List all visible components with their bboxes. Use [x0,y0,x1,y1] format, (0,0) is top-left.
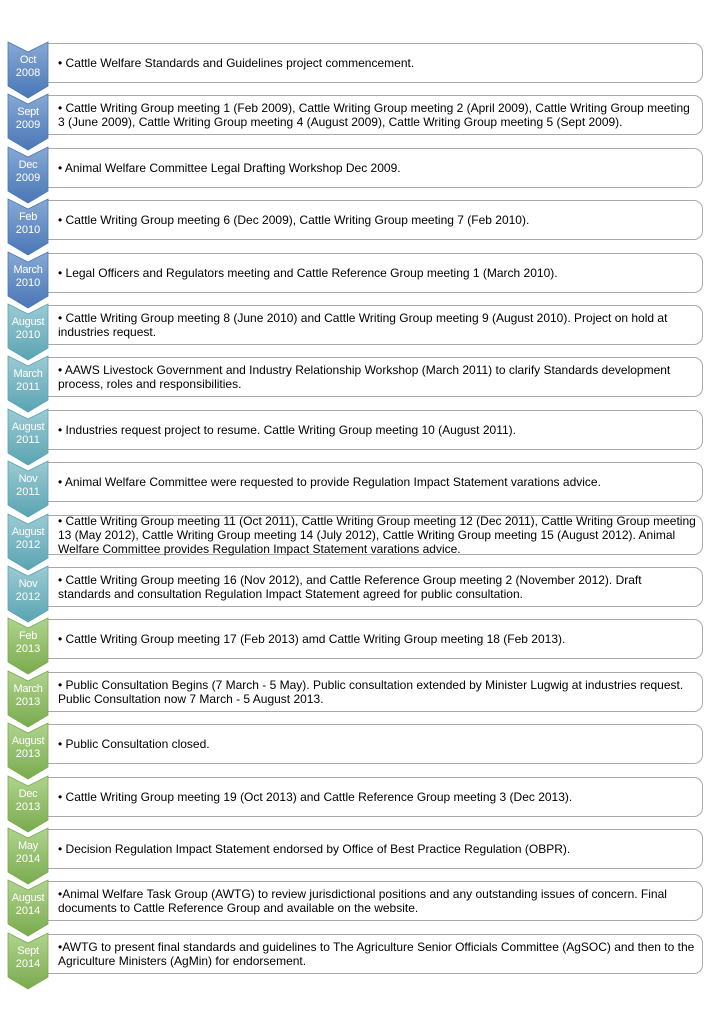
event-text: • Industries request project to resume. Cattle Writing Group meeting 10 (August 2011). [58,423,516,437]
event-box [48,462,703,502]
event-box [48,777,703,817]
date-chevron [8,618,48,668]
date-label [8,409,48,459]
event-text-container [58,44,696,82]
date-year: 2012 [15,539,41,551]
date-month: March [13,264,43,276]
timeline-row [0,199,723,247]
event-text: •AWTG to present final standards and guidelines to The Agriculture Senior Officials Committee (AgSOC) and then to the Agriculture Ministers (AgMin) for endorsement. [58,940,695,968]
date-year: 2010 [15,224,41,236]
event-text: • Cattle Writing Group meeting 6 (Dec 2009), Cattle Writing Group meeting 7 (Feb 2010). [58,213,530,227]
event-text: • Cattle Writing Group meeting 16 (Nov 2012), and Cattle Reference Group meeting 2 (November 2012). Draft standards and consultation Regulation Impact Statement agreed for public consultation. [58,573,642,601]
date-chevron [8,409,48,459]
date-year: 2012 [15,591,41,603]
event-text-container [58,882,696,920]
event-box [48,881,703,921]
date-label [8,252,48,302]
date-year: 2011 [16,486,40,498]
date-month: August [11,735,45,747]
event-text-container [58,935,696,973]
timeline-row [0,671,723,719]
date-month: Dec [18,159,38,171]
date-label [8,461,48,511]
date-chevron [8,94,48,144]
event-text-container [58,516,696,554]
date-year: 2009 [15,119,41,131]
date-label [8,356,48,406]
date-month: Sept [17,106,39,118]
event-box [48,672,703,712]
timeline-row [0,147,723,195]
date-month: August [11,421,45,433]
timeline-row [0,409,723,457]
event-text: • Legal Officers and Regulators meeting and Cattle Reference Group meeting 1 (March 2010). [58,266,558,280]
date-year: 2014 [15,853,41,865]
date-year: 2014 [15,958,41,970]
event-box [48,934,703,974]
date-chevron [8,304,48,354]
event-text: • Animal Welfare Committee were requested to provide Regulation Impact Statement varations advice. [58,475,601,489]
event-text-container [58,358,696,396]
event-text-container [58,306,696,344]
date-chevron [8,514,48,564]
event-box [48,305,703,345]
date-chevron [8,147,48,197]
date-year: 2009 [15,172,41,184]
timeline-row [0,356,723,404]
event-text-container [58,568,696,606]
event-box [48,829,703,869]
event-text-container [58,149,696,187]
event-text: • Cattle Writing Group meeting 1 (Feb 2009), Cattle Writing Group meeting 2 (April 2009), Cattle Writing Group meeting 3 (June 2009), Cattle Writing Group meeting 4 (August 2009), Cattle Writing Group meeting 5 (Sept 2009). [58,101,690,129]
date-label [8,514,48,564]
date-month: Feb [18,211,38,223]
date-chevron [8,566,48,616]
date-month: August [11,526,45,538]
date-month: Oct [19,54,37,66]
date-chevron [8,880,48,930]
event-box [48,515,703,555]
event-box [48,619,703,659]
date-year: 2013 [15,801,41,813]
date-chevron [8,42,48,92]
timeline-row [0,566,723,614]
event-text-container [58,725,696,763]
event-text: • AAWS Livestock Government and Industry Relationship Workshop (March 2011) to clarify Standards development process, roles and responsibilities. [58,363,671,391]
event-text-container [58,254,696,292]
event-text: • Cattle Writing Group meeting 19 (Oct 2013) and Cattle Reference Group meeting 3 (Dec 2013). [58,790,573,804]
event-text-container [58,778,696,816]
date-chevron [8,723,48,773]
date-chevron [8,461,48,511]
date-label [8,304,48,354]
event-text: • Public Consultation closed. [58,737,210,751]
date-year: 2011 [16,381,40,393]
date-label [8,42,48,92]
date-month: August [11,892,45,904]
event-text-container [58,620,696,658]
date-year: 2008 [15,67,41,79]
date-chevron [8,671,48,721]
event-text: • Cattle Writing Group meeting 8 (June 2010) and Cattle Writing Group meeting 9 (August 2010). Project on hold at industries request. [58,311,668,339]
date-label [8,618,48,668]
timeline-row [0,933,723,981]
date-label [8,147,48,197]
event-text-container [58,830,696,868]
timeline-row [0,723,723,771]
timeline-row [0,461,723,509]
date-label [8,566,48,616]
date-label [8,94,48,144]
date-chevron [8,252,48,302]
event-box [48,253,703,293]
event-text-container [58,673,696,711]
date-year: 2010 [15,329,41,341]
date-label [8,828,48,878]
timeline-row [0,828,723,876]
date-label [8,776,48,826]
timeline-row [0,514,723,562]
date-year: 2011 [16,434,40,446]
event-text: • Public Consultation Begins (7 March - 5 May). Public consultation extended by Minister Lugwig at industries request. Public Consultation now 7 March - 5 August 2013. [58,678,684,706]
date-year: 2013 [15,643,41,655]
event-box [48,357,703,397]
timeline-row [0,880,723,928]
date-label [8,880,48,930]
date-month: Dec [18,788,38,800]
date-chevron [8,828,48,878]
date-chevron [8,776,48,826]
date-year: 2013 [15,696,41,708]
date-year: 2014 [15,905,41,917]
date-label [8,723,48,773]
date-month: Nov [18,578,38,590]
date-year: 2013 [15,748,41,760]
timeline-row [0,618,723,666]
timeline-row [0,252,723,300]
date-month: Feb [18,630,38,642]
date-label [8,671,48,721]
date-month: August [11,316,45,328]
event-box [48,724,703,764]
event-box [48,567,703,607]
date-label [8,199,48,249]
event-text-container [58,201,696,239]
date-chevron [8,199,48,249]
event-text: •Animal Welfare Task Group (AWTG) to review jurisdictional positions and any outstanding issues of concern. Final documents to Cattle Reference Group and available on the website. [58,887,667,915]
timeline-row [0,42,723,90]
event-text: • Cattle Welfare Standards and Guidelines project commencement. [58,56,415,70]
date-chevron [8,356,48,406]
event-box [48,95,703,135]
date-month: March [13,683,43,695]
date-month: Nov [18,473,38,485]
date-chevron [8,933,48,983]
event-box [48,148,703,188]
event-text-container [58,96,696,134]
timeline-row [0,94,723,142]
event-box [48,43,703,83]
event-box [48,410,703,450]
timeline-row [0,776,723,824]
timeline-row [0,304,723,352]
event-text-container [58,463,696,501]
date-month: Sept [17,945,39,957]
date-month: March [13,368,43,380]
date-year: 2010 [15,277,41,289]
event-text: • Cattle Writing Group meeting 17 (Feb 2013) amd Cattle Writing Group meeting 18 (Feb 2013). [58,632,566,646]
date-month: May [18,840,38,852]
event-text: • Animal Welfare Committee Legal Drafting Workshop Dec 2009. [58,161,401,175]
date-label [8,933,48,983]
event-text: • Cattle Writing Group meeting 11 (Oct 2011), Cattle Writing Group meeting 12 (Dec 2011), Cattle Writing Group meeting 13 (May 2012), Cattle Writing Group meeting 14 (July 2012), Cattle Writing Group meeting 15 (August 2012). Animal Welfare Committee provides Regulation Impact Statement varations advice. [58,514,696,556]
event-text-container [58,411,696,449]
event-text: • Decision Regulation Impact Statement endorsed by Office of Best Practice Regulation (OBPR). [58,842,571,856]
event-box [48,200,703,240]
